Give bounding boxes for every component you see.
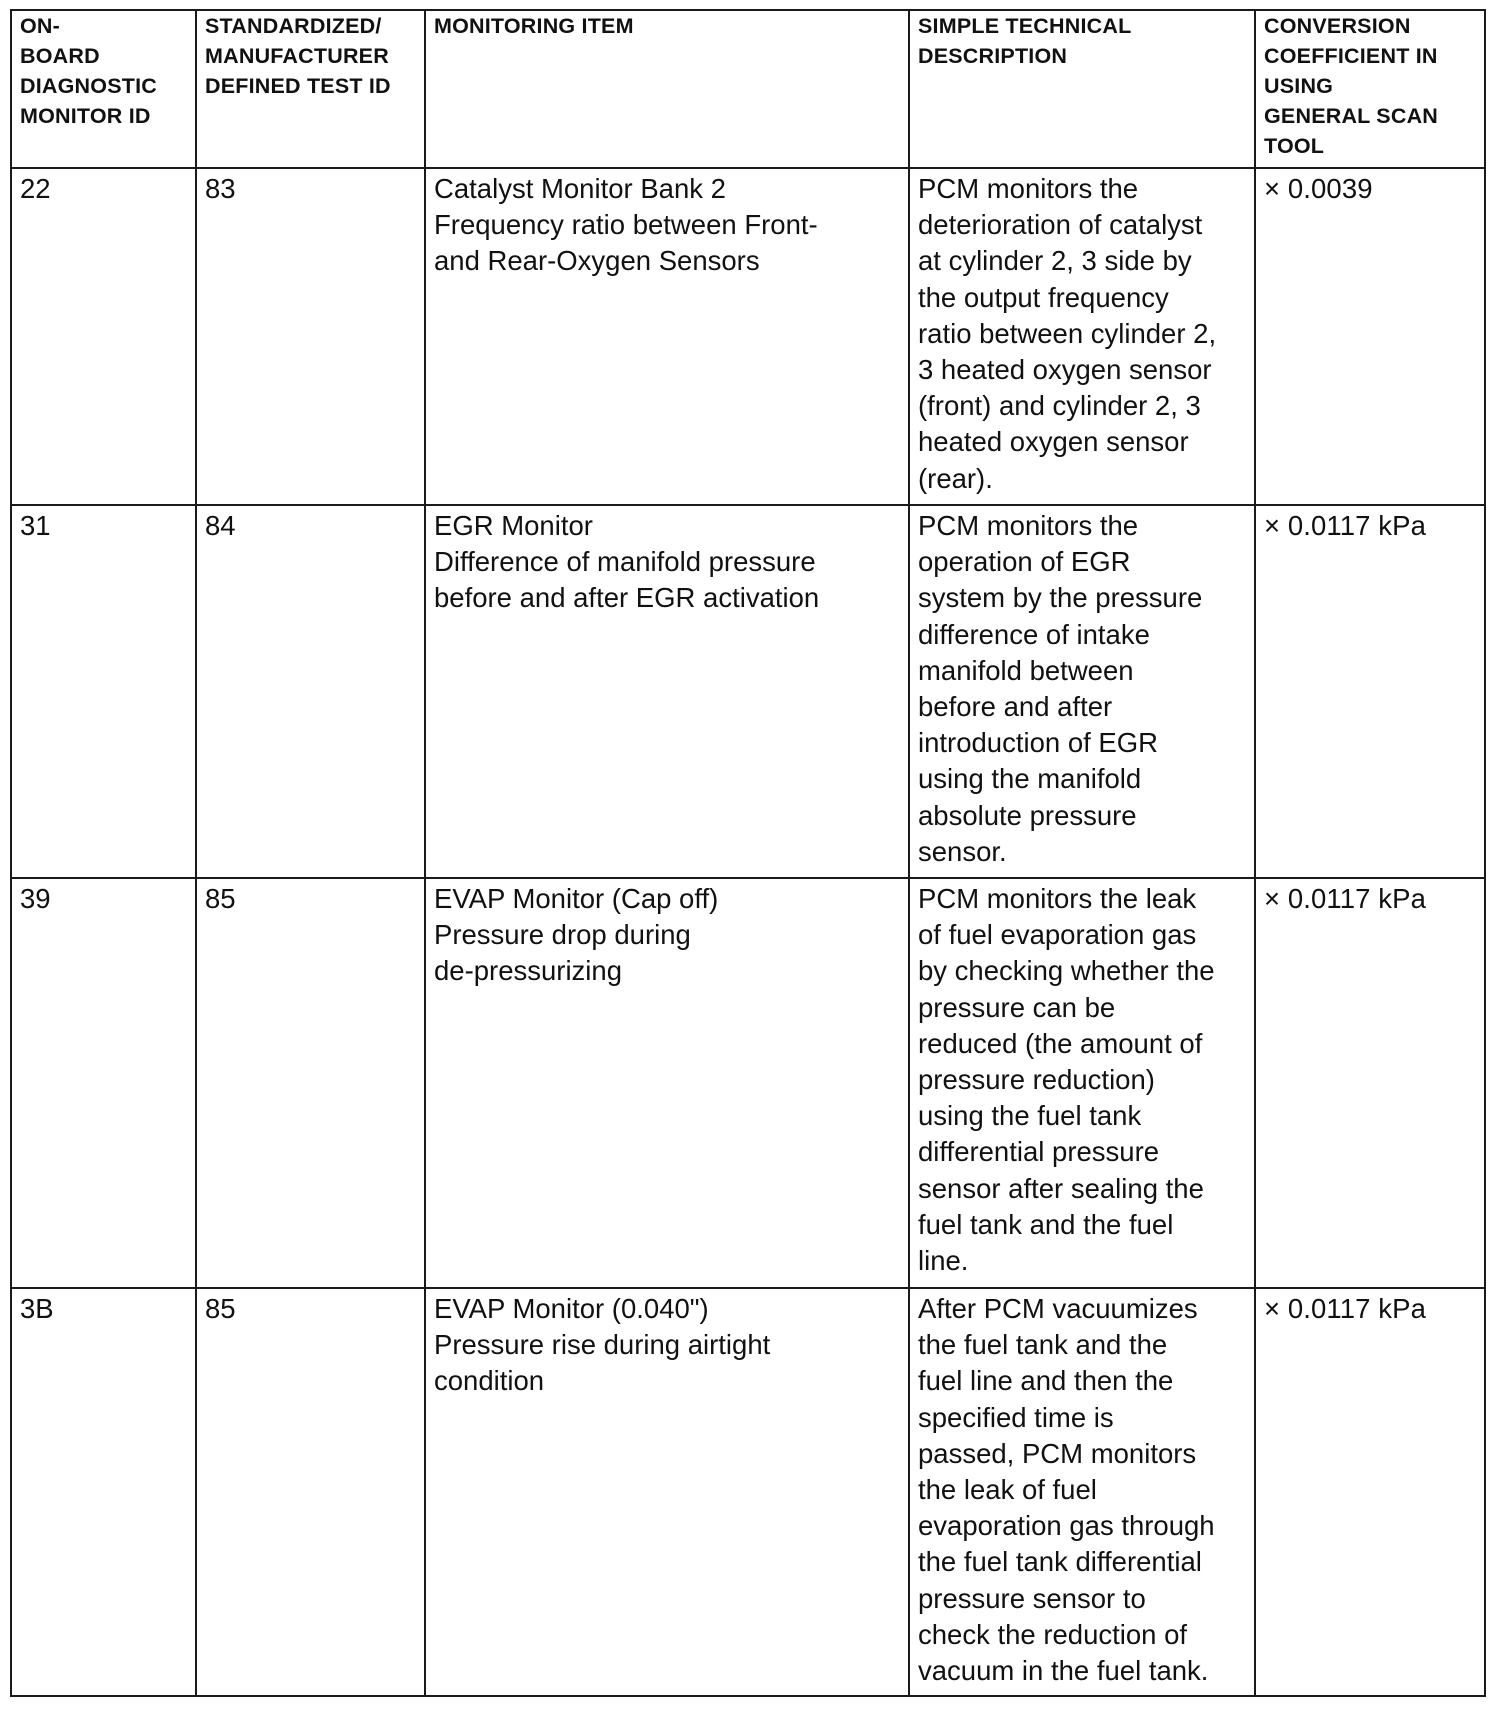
- header-monitoring-item: MONITORING ITEM: [425, 10, 909, 168]
- cell-monitoring-item: Catalyst Monitor Bank 2 Frequency ratio between Front- and Rear-Oxygen Sensors: [425, 168, 909, 505]
- cell-monitor-id: 22: [11, 168, 196, 505]
- cell-monitor-id: 3B: [11, 1288, 196, 1696]
- table-row: [11, 1288, 1485, 1696]
- cell-conversion: × 0.0039: [1255, 168, 1485, 505]
- header-conversion: CONVERSION COEFFICIENT IN USING GENERAL SCAN TOOL: [1255, 10, 1485, 168]
- table-row: [11, 878, 1485, 1288]
- cell-description: PCM monitors the operation of EGR system by the pressure difference of intake manifold between before and after introduction of EGR using the manifold absolute pressure sensor.: [909, 505, 1255, 878]
- cell-description: After PCM vacuumizes the fuel tank and the fuel line and then the specified time is passed, PCM monitors the leak of fuel evaporation gas through the fuel tank differential pressure sensor to check the reduction of vacuum in the fuel tank.: [909, 1288, 1255, 1696]
- cell-description: PCM monitors the leak of fuel evaporation gas by checking whether the pressure can be reduced (the amount of pressure reduction) using the fuel tank differential pressure sensor after sealing the fuel tank and the fuel line.: [909, 878, 1255, 1288]
- cell-monitor-id: 39: [11, 878, 196, 1288]
- header-test-id: STANDARDIZED/ MANUFACTURER DEFINED TEST ID: [196, 10, 425, 168]
- cell-monitoring-item: EVAP Monitor (0.040") Pressure rise during airtight condition: [425, 1288, 909, 1696]
- cell-test-id: 84: [196, 505, 425, 878]
- header-monitor-id: ON- BOARD DIAGNOSTIC MONITOR ID: [11, 10, 196, 168]
- monitor-spec-table: [10, 9, 1486, 1697]
- table-row: [11, 168, 1485, 505]
- cell-conversion: × 0.0117 kPa: [1255, 1288, 1485, 1696]
- cell-monitor-id: 31: [11, 505, 196, 878]
- cell-monitoring-item: EVAP Monitor (Cap off) Pressure drop during de-pressurizing: [425, 878, 909, 1288]
- header-description: SIMPLE TECHNICAL DESCRIPTION: [909, 10, 1255, 168]
- cell-test-id: 85: [196, 878, 425, 1288]
- header-row: [11, 10, 1485, 168]
- table-row: [11, 505, 1485, 878]
- cell-monitoring-item: EGR Monitor Difference of manifold pressure before and after EGR activation: [425, 505, 909, 878]
- cell-test-id: 85: [196, 1288, 425, 1696]
- cell-description: PCM monitors the deterioration of catalyst at cylinder 2, 3 side by the output frequency ratio between cylinder 2, 3 heated oxygen sensor (front) and cylinder 2, 3 heated oxygen sensor (rear).: [909, 168, 1255, 505]
- cell-conversion: × 0.0117 kPa: [1255, 878, 1485, 1288]
- cell-conversion: × 0.0117 kPa: [1255, 505, 1485, 878]
- cell-test-id: 83: [196, 168, 425, 505]
